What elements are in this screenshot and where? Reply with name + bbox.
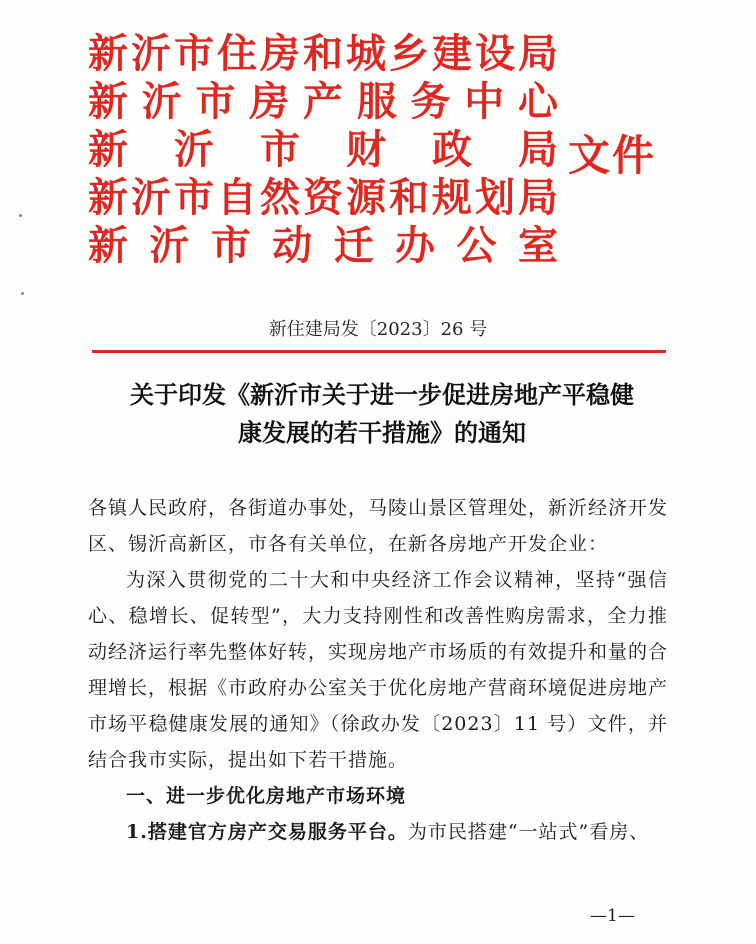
issuer-relocation-office xyxy=(88,222,558,270)
page-number: —1— xyxy=(590,906,635,926)
issuer-char: 局 xyxy=(518,30,558,77)
issuer-char: 源 xyxy=(346,174,386,221)
issuer-char: 新 xyxy=(88,30,128,77)
issuer-char: 办 xyxy=(395,222,436,269)
title-line-2: 康发展的若干措施》的通知 xyxy=(238,418,526,447)
issuer-char: 市 xyxy=(210,222,251,269)
intro-paragraph: 为深入贯彻党的二十大和中央经济工作会议精神，坚持“强信心、稳增长、促转型”，大力支持刚性和改善性购房需求，全力推动经济运行率先整体好转，实现房地产市场质的有效提升和量的合理增长，根据《市政府办公室关于优化房地产营商环境促进房地产市场平稳健康发展的通知》（徐政办发〔2023〕11 号）文件，并结合我市实际，提出如下若干措施。 xyxy=(88,569,669,771)
section-heading-1: 一、进一步优化房地产市场环境 xyxy=(126,785,407,807)
issuer-char: 政 xyxy=(432,126,472,173)
issuer-natural-resources-bureau xyxy=(88,174,558,222)
issuer-char: 和 xyxy=(389,174,429,221)
issuer-char: 房 xyxy=(249,78,290,125)
issuer-char: 市 xyxy=(174,174,214,221)
issuer-char: 局 xyxy=(518,174,558,221)
measure-item-1-lead: 1.搭建官方房产交易服务平台。 xyxy=(126,821,408,843)
issuer-char: 然 xyxy=(260,174,300,221)
red-divider-line xyxy=(92,350,666,353)
issuer-char: 新 xyxy=(88,174,128,221)
issuer-char: 房 xyxy=(260,30,300,77)
issuer-char: 乡 xyxy=(389,30,429,77)
issuer-char: 服 xyxy=(356,78,397,125)
measure-item-1 xyxy=(88,814,668,850)
issuer-char: 公 xyxy=(456,222,497,269)
issuer-char: 市 xyxy=(174,30,214,77)
document-number: 新住建局发〔2023〕26 号 xyxy=(268,319,488,340)
measure-item-1-text: 为市民搭建“一站式”看房、 xyxy=(407,821,650,843)
title-line-1: 关于印发《新沂市关于进一步促进房地产平稳健 xyxy=(130,380,634,409)
issuer-housing-center xyxy=(88,78,558,126)
issuer-char: 城 xyxy=(346,30,386,77)
issuer-char: 市 xyxy=(195,78,236,125)
issuer-char: 沂 xyxy=(131,30,171,77)
issuer-char: 局 xyxy=(518,126,558,173)
issuer-finance-bureau xyxy=(88,126,558,174)
issuer-char: 财 xyxy=(346,126,386,173)
issuer-char: 动 xyxy=(272,222,313,269)
issuer-char: 室 xyxy=(517,222,558,269)
issuer-char: 新 xyxy=(88,78,128,125)
scan-speck xyxy=(21,292,24,295)
issuer-char: 资 xyxy=(303,174,343,221)
document-type-label: 文件 xyxy=(568,131,657,180)
issuer-char: 产 xyxy=(303,78,343,125)
document-body xyxy=(88,490,668,850)
issuer-list xyxy=(88,30,558,270)
issuer-char: 沂 xyxy=(174,126,214,173)
issuer-char: 沂 xyxy=(141,78,182,125)
issuer-char: 务 xyxy=(410,78,451,125)
issuer-char: 设 xyxy=(475,30,515,77)
issuer-char: 迁 xyxy=(333,222,374,269)
issuer-char: 市 xyxy=(260,126,300,173)
issuer-char: 住 xyxy=(217,30,257,77)
issuer-housing-bureau xyxy=(88,30,558,78)
issuer-char: 沂 xyxy=(149,222,190,269)
issuer-char: 规 xyxy=(432,174,472,221)
issuer-char: 心 xyxy=(518,78,558,125)
issuer-char: 建 xyxy=(432,30,472,77)
issuer-char: 划 xyxy=(475,174,515,221)
issuer-char: 新 xyxy=(88,126,128,173)
issuer-char: 沂 xyxy=(131,174,171,221)
issuer-char: 自 xyxy=(217,174,257,221)
issuer-char: 中 xyxy=(464,78,505,125)
document-title xyxy=(82,376,682,452)
addressees-paragraph: 各镇人民政府，各街道办事处，马陵山景区管理处，新沂经济开发区、锡沂高新区，市各有关单位，在新各房地产开发企业： xyxy=(88,497,669,555)
scan-speck xyxy=(19,214,22,217)
issuer-char: 新 xyxy=(88,222,128,269)
issuer-char: 和 xyxy=(303,30,343,77)
